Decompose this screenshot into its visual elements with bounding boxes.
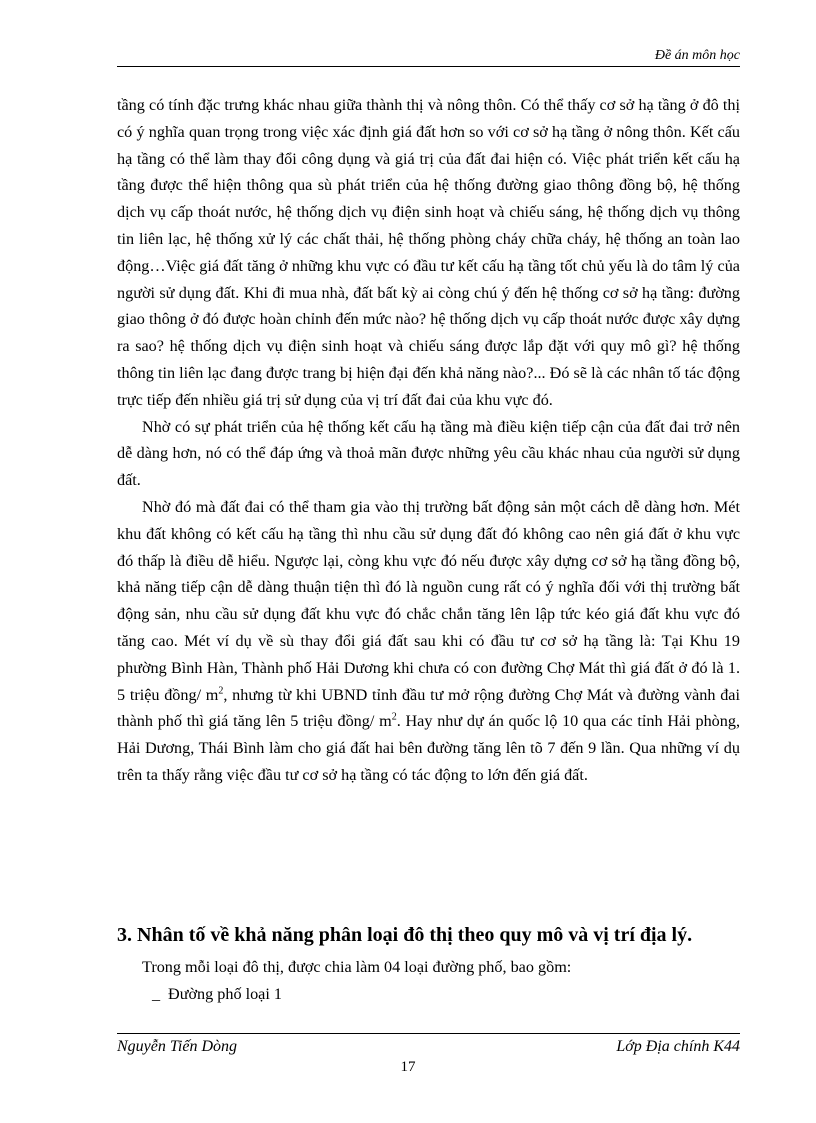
paragraph-text: Nhờ đó mà đất đai có thể tham gia vào thị trường bất động sản một cách dễ dàng hơn. Mét khu đất không có kết cấu hạ tầng thì nhu cầu sử dụng đất đó không cao nên giá đất ở khu vực đó thấp là điều dễ hiểu. Ngược lại, còng khu vực đó nếu được xây dựng cơ sở hạ tầng đồng bộ, khả năng tiếp cận dễ dàng thuận tiện thì đó là nguồn cung rất có ý nghĩa đối với thị trường bất động sản, nhu cầu sử dụng đất khu vực đó chắc chắn tăng lên lập tức kéo giá đất khu vực đó tăng cao. Mét ví dụ về sù thay đổi giá đất sau khi có đầu tư cơ sở hạ tầng là: Tại Khu 19 phường Bình Hàn, Thành phố Hải Dương khi chưa có con đường Chợ Mát thì giá đất ở đó là 1. 5 triệu đồng/ m xyxy=(117,497,740,704)
superscript: 2 xyxy=(218,685,224,697)
bullet-mark: _ xyxy=(152,985,161,1003)
page-header xyxy=(117,48,740,67)
footer-divider xyxy=(117,1033,740,1034)
footer-class: Lớp Địa chính K44 xyxy=(616,1038,740,1055)
list-item-label: Đường phố loại 1 xyxy=(168,985,283,1003)
list-item xyxy=(152,985,282,1004)
body-text xyxy=(117,92,740,789)
paragraph: tầng có tính đặc trưng khác nhau giữa thành thị và nông thôn. Có thể thấy cơ sở hạ tầng ở đô thị có ý nghĩa quan trọng trong việc xác định giá đất hơn so với cơ sở hạ tầng ở nông thôn. Kết cấu hạ tầng có thể làm thay đổi công dụng và giá trị của đất đai hiện có. Việc phát triển kết cấu hạ tầng được thể hiện thông qua sù phát triển của hệ thống đường giao thông đồng bộ, hệ thống dịch vụ cấp thoát nước, hệ thống dịch vụ điện sinh hoạt và chiếu sáng, hệ thống dịch vụ thông tin liên lạc, hệ thống xử lý các chất thải, hệ thống phòng cháy chữa cháy, hệ thống an toàn lao động…Việc giá đất tăng ở những khu vực có đầu tư kết cấu hạ tầng tốt chủ yếu là do tâm lý của người sử dụng đất. Khi đi mua nhà, đất bất kỳ ai còng chú ý đến hệ thống cơ sở hạ tầng: đường giao thông ở đó được hoàn chỉnh đến mức nào? hệ thống dịch vụ cấp thoát nước được xây dựng ra sao? hệ thống dịch vụ điện sinh hoạt và chiếu sáng được lắp đặt với quy mô gì? hệ thống thông tin liên lạc đang được trang bị hiện đại đến khả năng nào?... Đó sẽ là các nhân tố tác động trực tiếp đến nhiều giá trị sử dụng của vị trí đất đai của khu vực đó. xyxy=(117,96,740,409)
paragraph-text: . Hay như dự án quốc lộ 10 qua các tỉnh Hải phòng, Hải Dương, Thái Bình làm cho giá đất hai bên đường tăng lên tõ 7 đến 9 lần. Qua những ví dụ trên ta thấy rằng việc đầu tư cơ sở hạ tầng có tác động to lớn đến giá đất. xyxy=(117,712,740,784)
paragraph xyxy=(117,494,740,789)
section-heading: 3. Nhân tố về khả năng phân loại đô thị theo quy mô và vị trí địa lý. xyxy=(117,924,693,946)
footer-author: Nguyễn Tiến Dòng xyxy=(117,1038,237,1055)
page-number: 17 xyxy=(400,1059,416,1075)
superscript: 2 xyxy=(391,711,397,723)
paragraph: Nhờ có sự phát triển của hệ thống kết cấu hạ tầng mà điều kiện tiếp cận của đất đai trở nên dễ dàng hơn, nó có thể đáp ứng và thoả mãn được những yêu cầu khác nhau của người sử dụng đất. xyxy=(117,417,740,490)
section-intro: Trong mỗi loại đô thị, được chia làm 04 loại đường phố, bao gồm: xyxy=(142,958,572,976)
paragraph-text: , nhưng từ khi UBND tỉnh đầu tư mở rộng đường Chợ Mát và đường vành đai thành phố thì giá tăng lên 5 triệu đồng/ m xyxy=(117,685,740,731)
header-title: Đề án môn học xyxy=(654,48,740,63)
